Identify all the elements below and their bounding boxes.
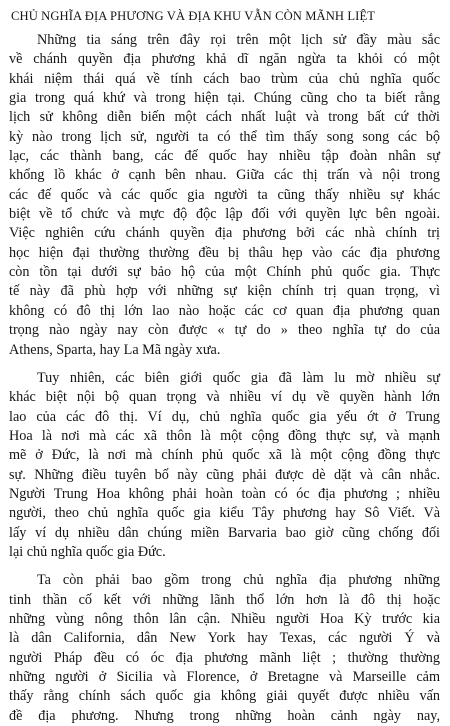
text-line: Athens, Sparta, hay La Mã ngày xưa. bbox=[9, 341, 221, 358]
text-line: lại chủ nghĩa quốc gia Đức. bbox=[9, 543, 166, 560]
text-line: lịch sử không diễn biến một cách nhất luật và trong bất cứ thời bbox=[9, 109, 440, 126]
text-line: học hiện đại thường thường đều bị thâu hẹp vào các địa phương bbox=[9, 244, 440, 261]
text-line: còn tồn tại dưới sự bảo hộ của một Chính phủ quốc gia. Thực bbox=[9, 264, 440, 281]
text-line: Việc nghiên cứu chánh quyền địa phương bởi các nhà chính trị bbox=[9, 225, 440, 242]
text-line: Những tia sáng trên đây rọi trên một lịch sử đầy màu sắc bbox=[37, 32, 440, 48]
text-line: những người ở Sicilia và Florence, ở Bretagne và Marseille cảm bbox=[9, 669, 440, 685]
text-line: người Pháp đều có óc địa phương mãnh liệt ; thường thường bbox=[9, 649, 440, 666]
text-line: Tuy nhiên, các biên giới quốc gia đã làm lu mờ nhiều sự bbox=[37, 369, 440, 386]
text-line: tế này đã phù hợp với những sự kiện chính trị quan trọng, vì bbox=[9, 283, 440, 300]
running-head: CHỦ NGHĨA ĐỊA PHƯƠNG VÀ ĐỊA KHU VẪN CÒN MÃNH LIỆT bbox=[11, 9, 376, 23]
text-line: không có đô thị lớn lao nào hoặc các cơ quan địa phương quan bbox=[9, 302, 440, 319]
text-line: khổng lồ khác ở cạnh bên nhau. Giữa các thị trấn và nội trong bbox=[9, 167, 440, 184]
text-line: là dân California, dân New York hay Texas, các người Ý và bbox=[9, 630, 440, 647]
paragraph-2 bbox=[9, 369, 440, 562]
text-line: Người Trung Hoa không phải hoàn toàn có óc địa phương ; nhiều bbox=[9, 485, 440, 502]
text-line: người, theo chủ nghĩa quốc gia kiểu Tây phương hay Sô Viết. Và bbox=[9, 505, 440, 522]
paragraph-3 bbox=[9, 571, 440, 726]
text-line: mẽ ở Đức, là nơi mà chính phủ quốc xã là một cộng đồng thực bbox=[9, 447, 440, 464]
text-line: những vùng nông thôn lân cận. Nhiều người Hoa Kỳ trước kia bbox=[9, 610, 440, 627]
text-line: trọng nào ngày nay còn được « tự do » theo nghĩa tự do của bbox=[9, 322, 440, 339]
text-line: sự. Những điều tuyên bố này cũng phải được dè dặt và cân nhắc. bbox=[9, 466, 440, 483]
text-line: thấy rằng chính sách quốc gia không giải quyết được nhiều vấn bbox=[9, 688, 440, 705]
text-line: Ta còn phải bao gồm trong chủ nghĩa địa phương những bbox=[37, 572, 440, 589]
text-line: gia trong quá khứ và trong hiện tại. Chúng cũng cho ta biết rằng bbox=[9, 90, 440, 107]
text-line: các đế quốc và các quốc gia người ta cũng thấy nhiều sự khác bbox=[9, 186, 440, 203]
text-line: biệt về tổ chức và mực độ độc lập đối với quyền lực bên ngoài. bbox=[9, 206, 440, 223]
paragraph-1 bbox=[9, 31, 440, 360]
text-line: khác biệt nội bộ quan trọng và nhiều ví dụ về quyền hành lớn bbox=[9, 389, 440, 406]
text-line: về chánh quyền địa phương khả dĩ ngăn ngừa ta khỏi có một bbox=[9, 51, 440, 68]
text-line: lao của các đô thị. Ví dụ, chủ nghĩa quốc gia yếu ớt ở Trung bbox=[9, 408, 440, 425]
text-line: kỳ nào trong lịch sử, người ta có thể tìm thấy song song các bộ bbox=[9, 128, 440, 145]
text-line: tinh thần cố kết với những lãnh thổ lớn hơn là đô thị hoặc bbox=[9, 591, 440, 608]
text-line: Hoa là nơi mà các xã thôn là một cộng đồng thực sự, và mạnh bbox=[9, 427, 440, 444]
text-line: lấy ví dụ nhiều dân chúng miền Barvaria bao giờ cũng chống đối bbox=[9, 524, 440, 541]
text-line: lạc, các thành bang, các đế quốc hay nhiều tập đoàn nhân sự bbox=[9, 148, 440, 165]
text-line: khái niệm thái quá về tính cách bao trùm của chủ nghĩa quốc bbox=[9, 70, 440, 87]
text-line: đề địa phương. Nhưng trong những hoàn cảnh ngày nay, bbox=[9, 707, 440, 724]
